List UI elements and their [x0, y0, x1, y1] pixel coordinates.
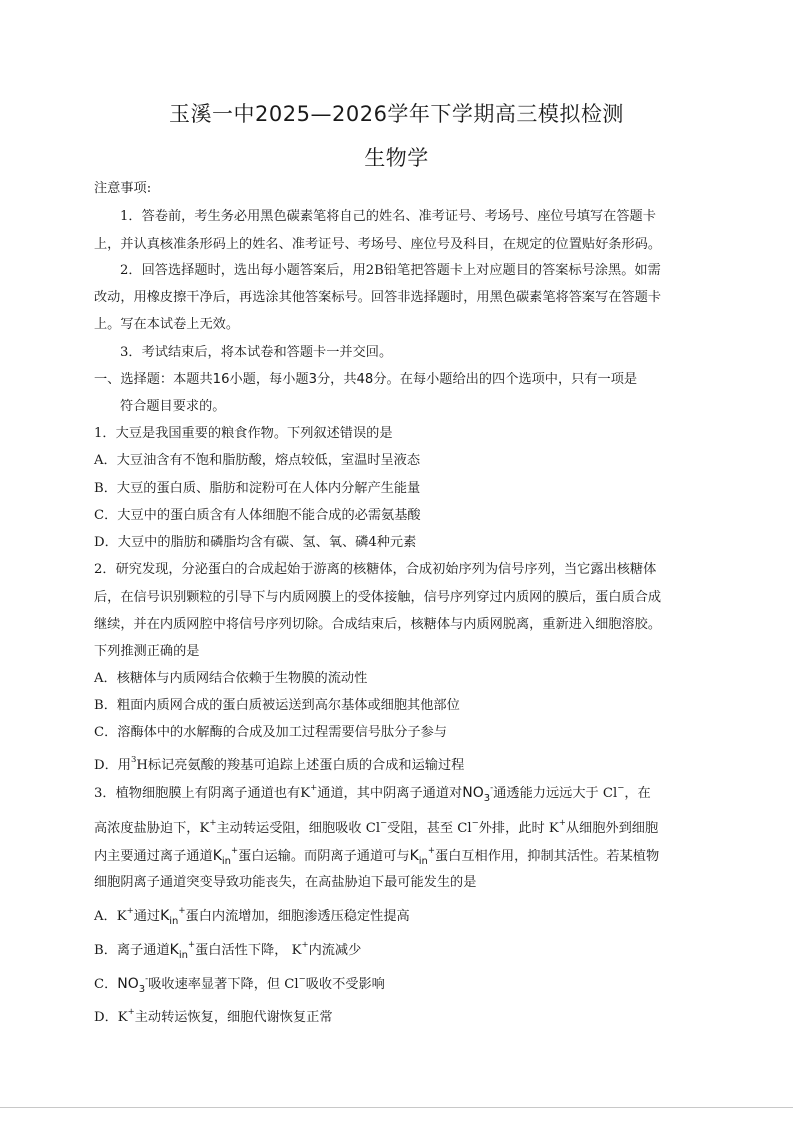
q2-option-a: A．核糖体与内质网结合依赖于生物膜的流动性 — [94, 671, 368, 686]
kin-channel: $K_{in}^+$ — [169, 940, 196, 961]
subject-title: 生物学 — [364, 146, 429, 170]
page-bottom-rule — [0, 1107, 793, 1108]
notice-item-2: 2．回答选择题时，选出每小题答案后，用2B铅笔把答题卡上对应题目的答案标号涂黑。如需 — [120, 263, 661, 278]
q2-option-c: C．溶酶体中的水解酶的合成及加工过程需要信号肽分子参与 — [94, 725, 447, 740]
kin-channel: $K_{in}^+$ — [160, 906, 186, 927]
q1-option-c: C．大豆中的蛋白质含有人体细胞不能合成的必需氨基酸 — [94, 508, 421, 523]
section-heading: 一、选择题：本题共16小题，每小题3分，共48分。在每小题给出的四个选项中，只有一项是 — [94, 372, 638, 387]
q3-option-c: C．$NO_3^-$吸收速率显著下降，但 Cl−吸收不受影响 — [94, 974, 385, 995]
notice-item-1: 1．答卷前，考生务必用黑色碳素笔将自己的姓名、准考证号、考场号、座位号填写在答题卡 — [120, 209, 656, 224]
q3-stem-4: 细胞阴离子通道突变导致功能丧失，在高盐胁迫下最可能发生的是 — [94, 875, 477, 890]
q2-stem-2: 后，在信号识别颗粒的引导下与内质网膜上的受体接触，信号序列穿过内质网的膜后，蛋白质合成 — [94, 590, 662, 605]
q2-option-b: B．粗面内质网合成的蛋白质被运送到高尔基体或细胞其他部位 — [94, 698, 460, 713]
q3-stem-1: 3．植物细胞膜上有阴离子通道也有K+通道，其中阴离子通道对$NO_3^-$通透能力远远大于 Cl−，在 — [94, 783, 651, 804]
q3-option-d: D．K+主动转运恢复，细胞代谢恢复正常 — [94, 1007, 333, 1025]
q1-stem: 1．大豆是我国重要的粮食作物。下列叙述错误的是 — [94, 426, 393, 441]
q2-stem-4: 下列推测正确的是 — [94, 644, 200, 659]
kin-channel: $K_{in}^+$ — [409, 846, 435, 867]
kin-channel: $K_{in}^+$ — [212, 846, 239, 867]
nitrate-ion: $NO_3^-$ — [117, 974, 149, 995]
q3-stem-2: 高浓度盐胁迫下，K+主动转运受阻，细胞吸收 Cl−受阻，甚至 Cl−外排，此时 K+从细胞外到细胞 — [94, 818, 659, 836]
q1-option-d: D．大豆中的脂肪和磷脂均含有碳、氢、氧、磷4种元素 — [94, 535, 417, 550]
q2-stem-3: 继续，并在内质网腔中将信号序列切除。合成结束后，核糖体与内质网脱离，重新进入细胞溶胶。 — [94, 617, 662, 632]
notice-heading: 注意事项: — [94, 181, 152, 196]
section-heading-cont: 符合题目要求的。 — [120, 399, 226, 414]
nitrate-ion: $NO_3^-$ — [462, 783, 494, 804]
q1-option-b: B．大豆的蛋白质、脂肪和淀粉可在人体内分解产生能量 — [94, 481, 421, 496]
q2-stem-1: 2．研究发现，分泌蛋白的合成起始于游离的核糖体，合成初始序列为信号序列，当它露出核糖体 — [94, 562, 657, 577]
notice-item-2-cont: 改动，用橡皮擦干净后，再选涂其他答案标号。回答非选择题时，用黑色碳素笔将答案写在答题卡 — [94, 290, 662, 305]
q2-option-d: D．用$^3$H标记亮氨酸的羧基可追踪上述蛋白质的合成和运输过程 — [94, 755, 465, 773]
notice-item-2-end: 上。写在本试卷上无效。 — [94, 317, 240, 332]
q3-option-b: B．离子通道$K_{in}^+$蛋白活性下降， K+内流减少 — [94, 940, 362, 961]
q1-option-a: A．大豆油含有不饱和脂肪酸，熔点较低，室温时呈液态 — [94, 453, 421, 468]
notice-item-3: 3．考试结束后，将本试卷和答题卡一并交回。 — [120, 345, 393, 360]
q3-stem-3: 内主要通过离子通道$K_{in}^+$蛋白运输。而阴离子通道可与$K_{in}^+$蛋白互相作用，抑制其活性。若某植物 — [94, 846, 660, 867]
notice-item-1-cont: 上，并认真核准条形码上的姓名、准考证号、考场号、座位号及科目，在规定的位置贴好条形码。 — [94, 237, 662, 252]
q3-option-a: A．K+通过$K_{in}^+$蛋白内流增加，细胞渗透压稳定性提高 — [94, 906, 410, 927]
exam-title: 玉溪一中2025—2026学年下学期高三模拟检测 — [169, 102, 624, 126]
